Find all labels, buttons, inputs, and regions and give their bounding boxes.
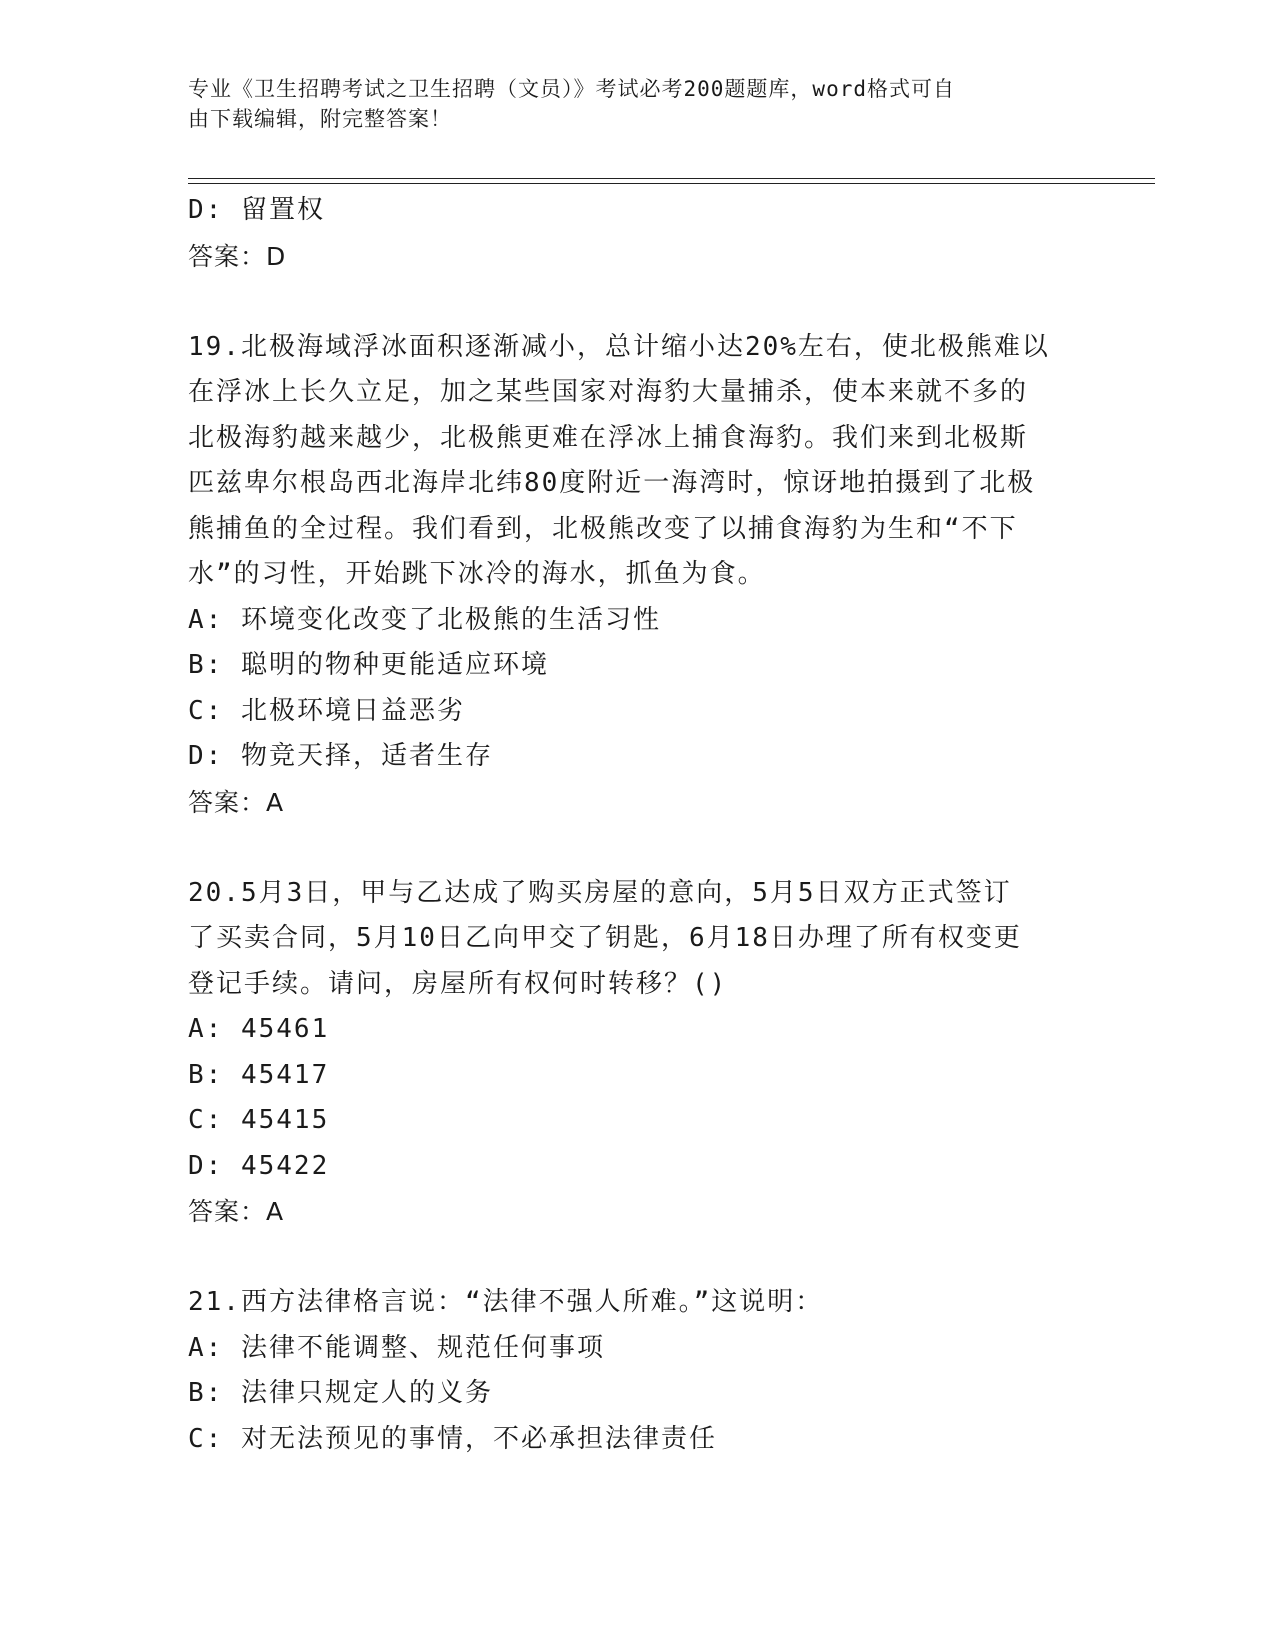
question-text-line: 20.5月3日，甲与乙达成了购买房屋的意向，5月5日双方正式签订 [188,877,1012,908]
question-text-line: 了买卖合同，5月10日乙向甲交了钥匙，6月18日办理了所有权变更 [188,923,1022,953]
option-d: D: 45422 [188,1150,330,1181]
answer-line: 答案：D [188,241,287,271]
document-header [188,74,1068,134]
question-text-line: 21.西方法律格言说：“法律不强人所难。”这说明： [188,1287,824,1317]
header-divider-bottom [188,183,1155,184]
question-text-line: 匹兹卑尔根岛西北海岸北纬80度附近一海湾时，惊讶地拍摄到了北极 [188,468,1036,498]
question-20 [188,871,1088,1235]
header-line-2: 由下载编辑，附完整答案！ [188,107,452,131]
spacer [188,279,1088,325]
option-c: C: 对无法预见的事情，不必承担法律责任 [188,1423,717,1454]
question-19 [188,325,1088,826]
option-b: B: 法律只规定人的义务 [188,1378,493,1408]
question-text-line: 登记手续。请问，房屋所有权何时转移？() [188,968,728,999]
option-a: A: 45461 [188,1014,330,1044]
answer-line: 答案：A [188,787,285,817]
option-c: C: 45415 [188,1105,330,1135]
question-21 [188,1280,1088,1462]
option-b: B: 45417 [188,1059,330,1090]
question-text-line: 水”的习性，开始跳下冰冷的海水，抓鱼为食。 [188,559,766,589]
option-d: D: 物竞天择，适者生存 [188,741,493,771]
header-line-1: 专业《卫生招聘考试之卫生招聘（文员）》考试必考200题题库，word格式可自 [188,77,955,101]
option-a: A: 法律不能调整、规范任何事项 [188,1332,605,1363]
question-text-line: 北极海豹越来越少，北极熊更难在浮冰上捕食海豹。我们来到北极斯 [188,422,1029,453]
option-b: B: 聪明的物种更能适应环境 [188,650,549,680]
option-d: D: 留置权 [188,195,325,225]
question-text-line: 19.北极海域浮冰面积逐渐减小，总计缩小达20%左右，使北极熊难以 [188,331,1050,362]
header-divider-top [188,178,1155,179]
question-text-line: 熊捕鱼的全过程。我们看到，北极熊改变了以捕食海豹为生和“不下 [188,513,1018,544]
spacer [188,1235,1088,1281]
spacer [188,825,1088,871]
question-18-tail [188,188,1088,279]
question-text-line: 在浮冰上长久立足，加之某些国家对海豹大量捕杀，使本来就不多的 [188,377,1029,407]
option-c: C: 北极环境日益恶劣 [188,695,465,726]
option-a: A: 环境变化改变了北极熊的生活习性 [188,604,661,635]
answer-line: 答案：A [188,1197,285,1226]
document-body [188,188,1088,1462]
